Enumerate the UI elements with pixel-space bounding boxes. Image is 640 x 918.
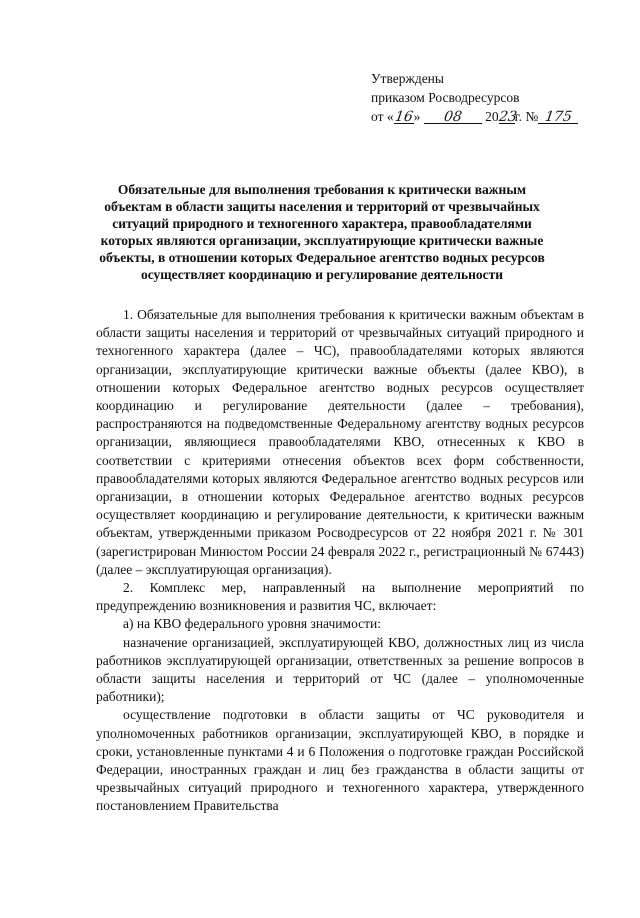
month-handwritten: 08	[442, 109, 463, 125]
paragraph-1: 1. Обязательные для выполнения требования к критически важным объектам в области защиты населения и территорий от чрезвычайных ситуаций природного и техногенного характера (далее – ЧС), правообладателями которых являются организации, эксплуатирующие критически важные объекты (далее КВО), в отношении которых Федеральное агентство водных ресурсов осуществляет координацию и регулирование деятельности (далее – требования), распространяются на подведомственные Федеральному агентству водных ресурсов организации, являющиеся правообладателями КВО, отнесенных к КВО в соответствии с критериями отнесения объектов всех форм собственности, правообладателями которых являются Федеральное агентство водных ресурсов или организации, в отношении которых Федеральное агентство водных ресурсов осуществляет координацию и регулирование деятельности, к критически важным объектам, утвержденными приказом Росводресурсов от 22 ноября 2021 г. № 301 (зарегистрирован Минюстом России 24 февраля 2022 г., регистрационный № 67443) (далее – эксплуатирующая организация).	[96, 307, 584, 577]
approval-order-name: приказом Росводресурсов	[371, 90, 520, 105]
month-field	[424, 107, 482, 124]
year-close: г. №	[514, 109, 539, 124]
year-handwritten: 23	[497, 109, 518, 125]
number-field	[538, 107, 578, 124]
paragraph-appointment: назначение организацией, эксплуатирующей КВО, должностных лиц из числа работников эксплуатирующей организации, ответственных за решение вопросов в области защиты населения и территорий от ЧС (далее – уполномоченные работники);	[96, 634, 584, 705]
day-field	[394, 107, 414, 124]
paragraph-2: 2. Комплекс мер, направленный на выполнение мероприятий по предупреждению возникновения и развития ЧС, включает:	[96, 580, 584, 614]
year-field	[497, 107, 518, 125]
document-title: Обязательные для выполнения требования к критически важным объектам в области защиты населения и территорий от чрезвычайных ситуаций природного и техногенного характера, правообладателями которых являются организации, эксплуатирующие критически важные объекты, в отношении которых Федеральное агентство водных ресурсов осуществляет координацию и регулирование деятельности	[99, 182, 545, 282]
year-prefix: 20	[485, 109, 499, 124]
paragraph-training: осуществление подготовки в области защиты от ЧС руководителя и уполномоченных работников организации, эксплуатирующей КВО, в порядке и сроки, установленные пунктами 4 и 6 Положения о подготовке граждан Российской Федерации, иностранных граждан и лиц без гражданства в области защиты от чрезвычайных ситуаций природного и техногенного характера, утвержденного постановлением Правительства	[96, 707, 584, 814]
date-prefix: от «	[371, 109, 394, 124]
document-body	[96, 306, 584, 816]
approval-date-line	[371, 107, 578, 126]
day-handwritten: 16	[393, 109, 414, 125]
date-day-close: »	[413, 109, 421, 124]
paragraph-2a: а) на КВО федерального уровня значимости:	[123, 616, 382, 632]
number-handwritten: 175	[543, 109, 573, 125]
approval-heading: Утверждены	[371, 71, 444, 86]
approval-block	[371, 69, 578, 126]
